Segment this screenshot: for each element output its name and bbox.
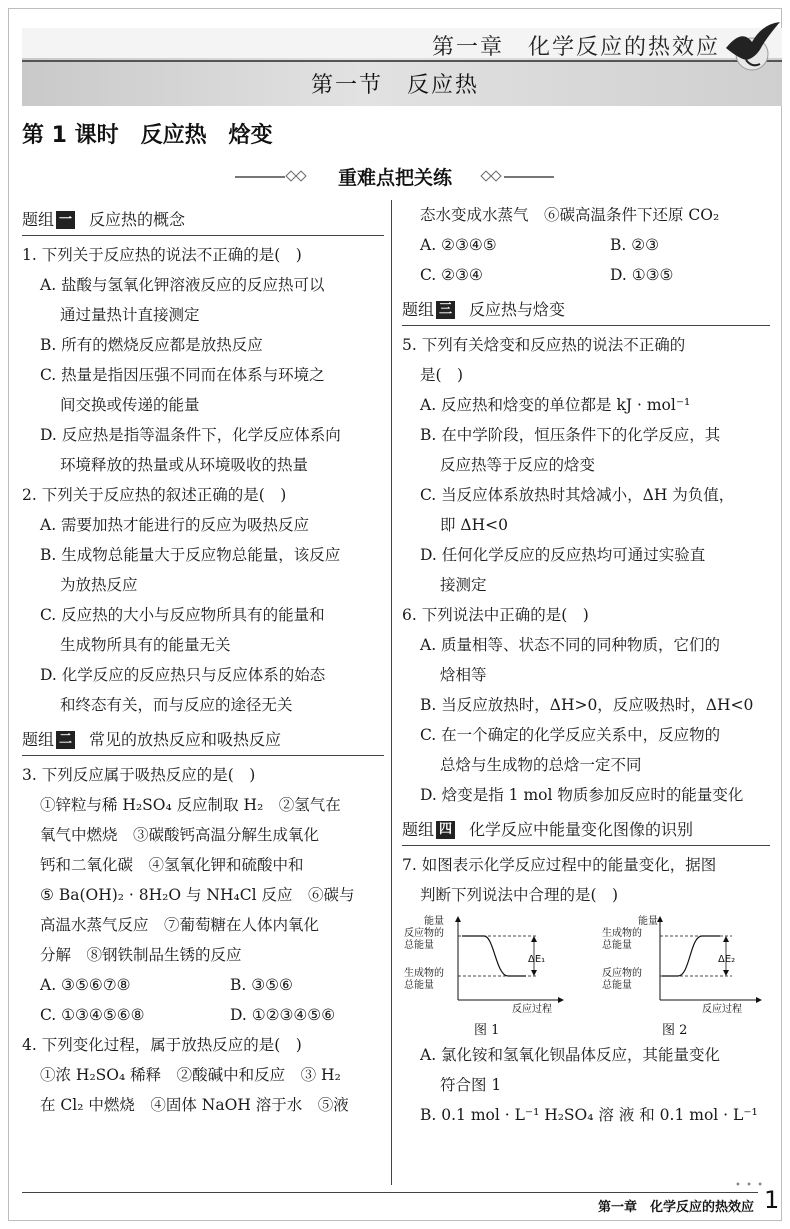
question-1: 1. 下列关于反应热的说法不正确的是( ) A. 盐酸与氢氧化钾溶液反应的反应热可以 通过量热计直接测定 B. 所有的燃烧反应都是放热反应 C. 热量是指因压强不同而在体系与环境之 间交换或传递的能量 D. 反应热是指等温条件下，化学反应体系向 环境释放的热量或从环境吸收的热量 <box>22 246 341 474</box>
question-3: 3. 下列反应属于吸热反应的是( ) ①锌粒与稀 H₂SO₄ 反应制取 H₂ ②氢气在 氧气中燃烧 ③碳酸钙高温分解生成氧化 钙和二氧化碳 ④氢氧化钾和硫酸中和 ⑤ Ba(OH)₂ · 8H₂O 与 NH₄Cl 反应 ⑥碳与 高温水蒸气反应 ⑦葡萄糖在人体内氧化 分解 ⑧钢铁制品生锈的反应 A. ③⑤⑥⑦⑧ B. ③⑤⑥ C. ①③④⑤⑥⑧ D. ①②③④⑤⑥ <box>22 766 355 1024</box>
question-5: 5. 下列有关焓变和反应热的说法不正确的 是( ) A. 反应热和焓变的单位都是 kJ · mol⁻¹ B. 在中学阶段，恒压条件下的化学反应，其 反应热等于反应的焓变 C. 当反应体系放热时其焓减小，ΔH 为负值， 即 ΔH<0 D. 任何化学反应的反应热均可通过实验直 接测定 <box>402 336 735 594</box>
energy-diagram-1 <box>402 914 582 1038</box>
fig1-bottom-label-1: 生成物的 <box>404 968 444 979</box>
practice-banner <box>0 163 790 191</box>
fig2-x-axis-label: 反应过程 <box>702 1004 742 1015</box>
fig2-delta-label: ΔE₂ <box>718 954 736 965</box>
question-4: 4. 下列变化过程，属于放热反应的是( ) ①浓 H₂SO₄ 稀释 ②酸碱中和反应 ③ H₂ 在 Cl₂ 中燃烧 ④固体 NaOH 溶于水 ⑤液 <box>22 1036 349 1114</box>
question-6: 6. 下列说法中正确的是( ) A. 质量相等、状态不同的同种物质，它们的 焓相等 B. 当反应放热时，ΔH>0，反应吸热时，ΔH<0 C. 在一个确定的化学反应关系中，反应物的 总焓与生成物的总焓一定不同 D. 焓变是指 1 mol 物质参加反应时的能量变化 <box>402 606 754 804</box>
group-heading-4: 题组 四 化学反应中能量变化图像的识别 <box>402 814 770 846</box>
eagle-logo-icon <box>722 18 782 74</box>
fig1-top-label-1: 反应物的 <box>404 928 444 939</box>
left-column <box>22 200 384 1120</box>
group-heading-3: 题组 三 反应热与焓变 <box>402 294 770 326</box>
right-column <box>402 200 770 1130</box>
group-heading-2: 题组 二 常见的放热反应和吸热反应 <box>22 724 384 756</box>
fig2-caption: 图 2 <box>662 1023 688 1038</box>
fig1-y-axis-label: 能量 <box>424 916 444 927</box>
energy-diagram-2 <box>590 914 770 1038</box>
section-title: 第一节 反应热 <box>310 73 479 98</box>
fig1-x-axis-label: 反应过程 <box>512 1004 552 1015</box>
footer-line <box>22 1192 758 1193</box>
column-divider <box>391 200 392 1185</box>
question-2: 2. 下列关于反应热的叙述正确的是( ) A. 需要加热才能进行的反应为吸热反应 B. 生成物总能量大于反应物总能量，该反应 为放热反应 C. 反应热的大小与反应物所具有的能量和 生成物所具有的能量无关 D. 化学反应的反应热只与反应体系的始态 和终态有关，而与反应的途径无关 <box>22 486 341 714</box>
fig2-top-label-1: 生成物的 <box>602 928 642 939</box>
fig1-delta-label: ΔE₁ <box>528 954 546 965</box>
page-number: 1 <box>764 1186 780 1214</box>
fig1-bottom-label-2: 总能量 <box>404 980 434 991</box>
fig1-top-label-2: 总能量 <box>404 940 434 951</box>
chapter-title: 第一章 化学反应的热效应 <box>431 35 720 60</box>
fig2-bottom-label-1: 反应物的 <box>602 968 642 979</box>
energy-diagrams <box>402 910 770 1040</box>
lesson-title: 第 1 课时 反应热 焓变 <box>22 123 273 148</box>
footer-dots: • • • <box>735 1180 765 1191</box>
question-7: 7. 如图表示化学反应过程中的能量变化，据图 判断下列说法中合理的是( ) 能量 反应物的 总能量 生成物的 总能量 反应过程 ΔE₁ 图 1 能量 生成物的 总能量 反应物的 总能量 反应过程 ΔE₂ 图 2 A. 氯化铵和氢氧化钡晶体反应，其能量变化 符合图 1 B. 0.1 mol · L⁻¹ H₂SO₄ 溶 液 和 0.1 mol · L⁻¹ <box>402 850 770 1130</box>
fig1-caption: 图 1 <box>474 1023 500 1038</box>
fig2-y-axis-label: 能量 <box>638 916 658 927</box>
group-heading-1: 题组 一 反应热的概念 <box>22 204 384 236</box>
footer-chapter: 第一章 化学反应的热效应 <box>597 1200 754 1215</box>
fig2-top-label-2: 总能量 <box>602 940 632 951</box>
question-4-continued: 态水变成水蒸气 ⑥碳高温条件下还原 CO₂ A. ②③④⑤ B. ②③ C. ②③④ D. ①③⑤ <box>420 206 720 284</box>
fig2-bottom-label-2: 总能量 <box>602 980 632 991</box>
practice-title: 重难点把关练 <box>337 167 452 189</box>
